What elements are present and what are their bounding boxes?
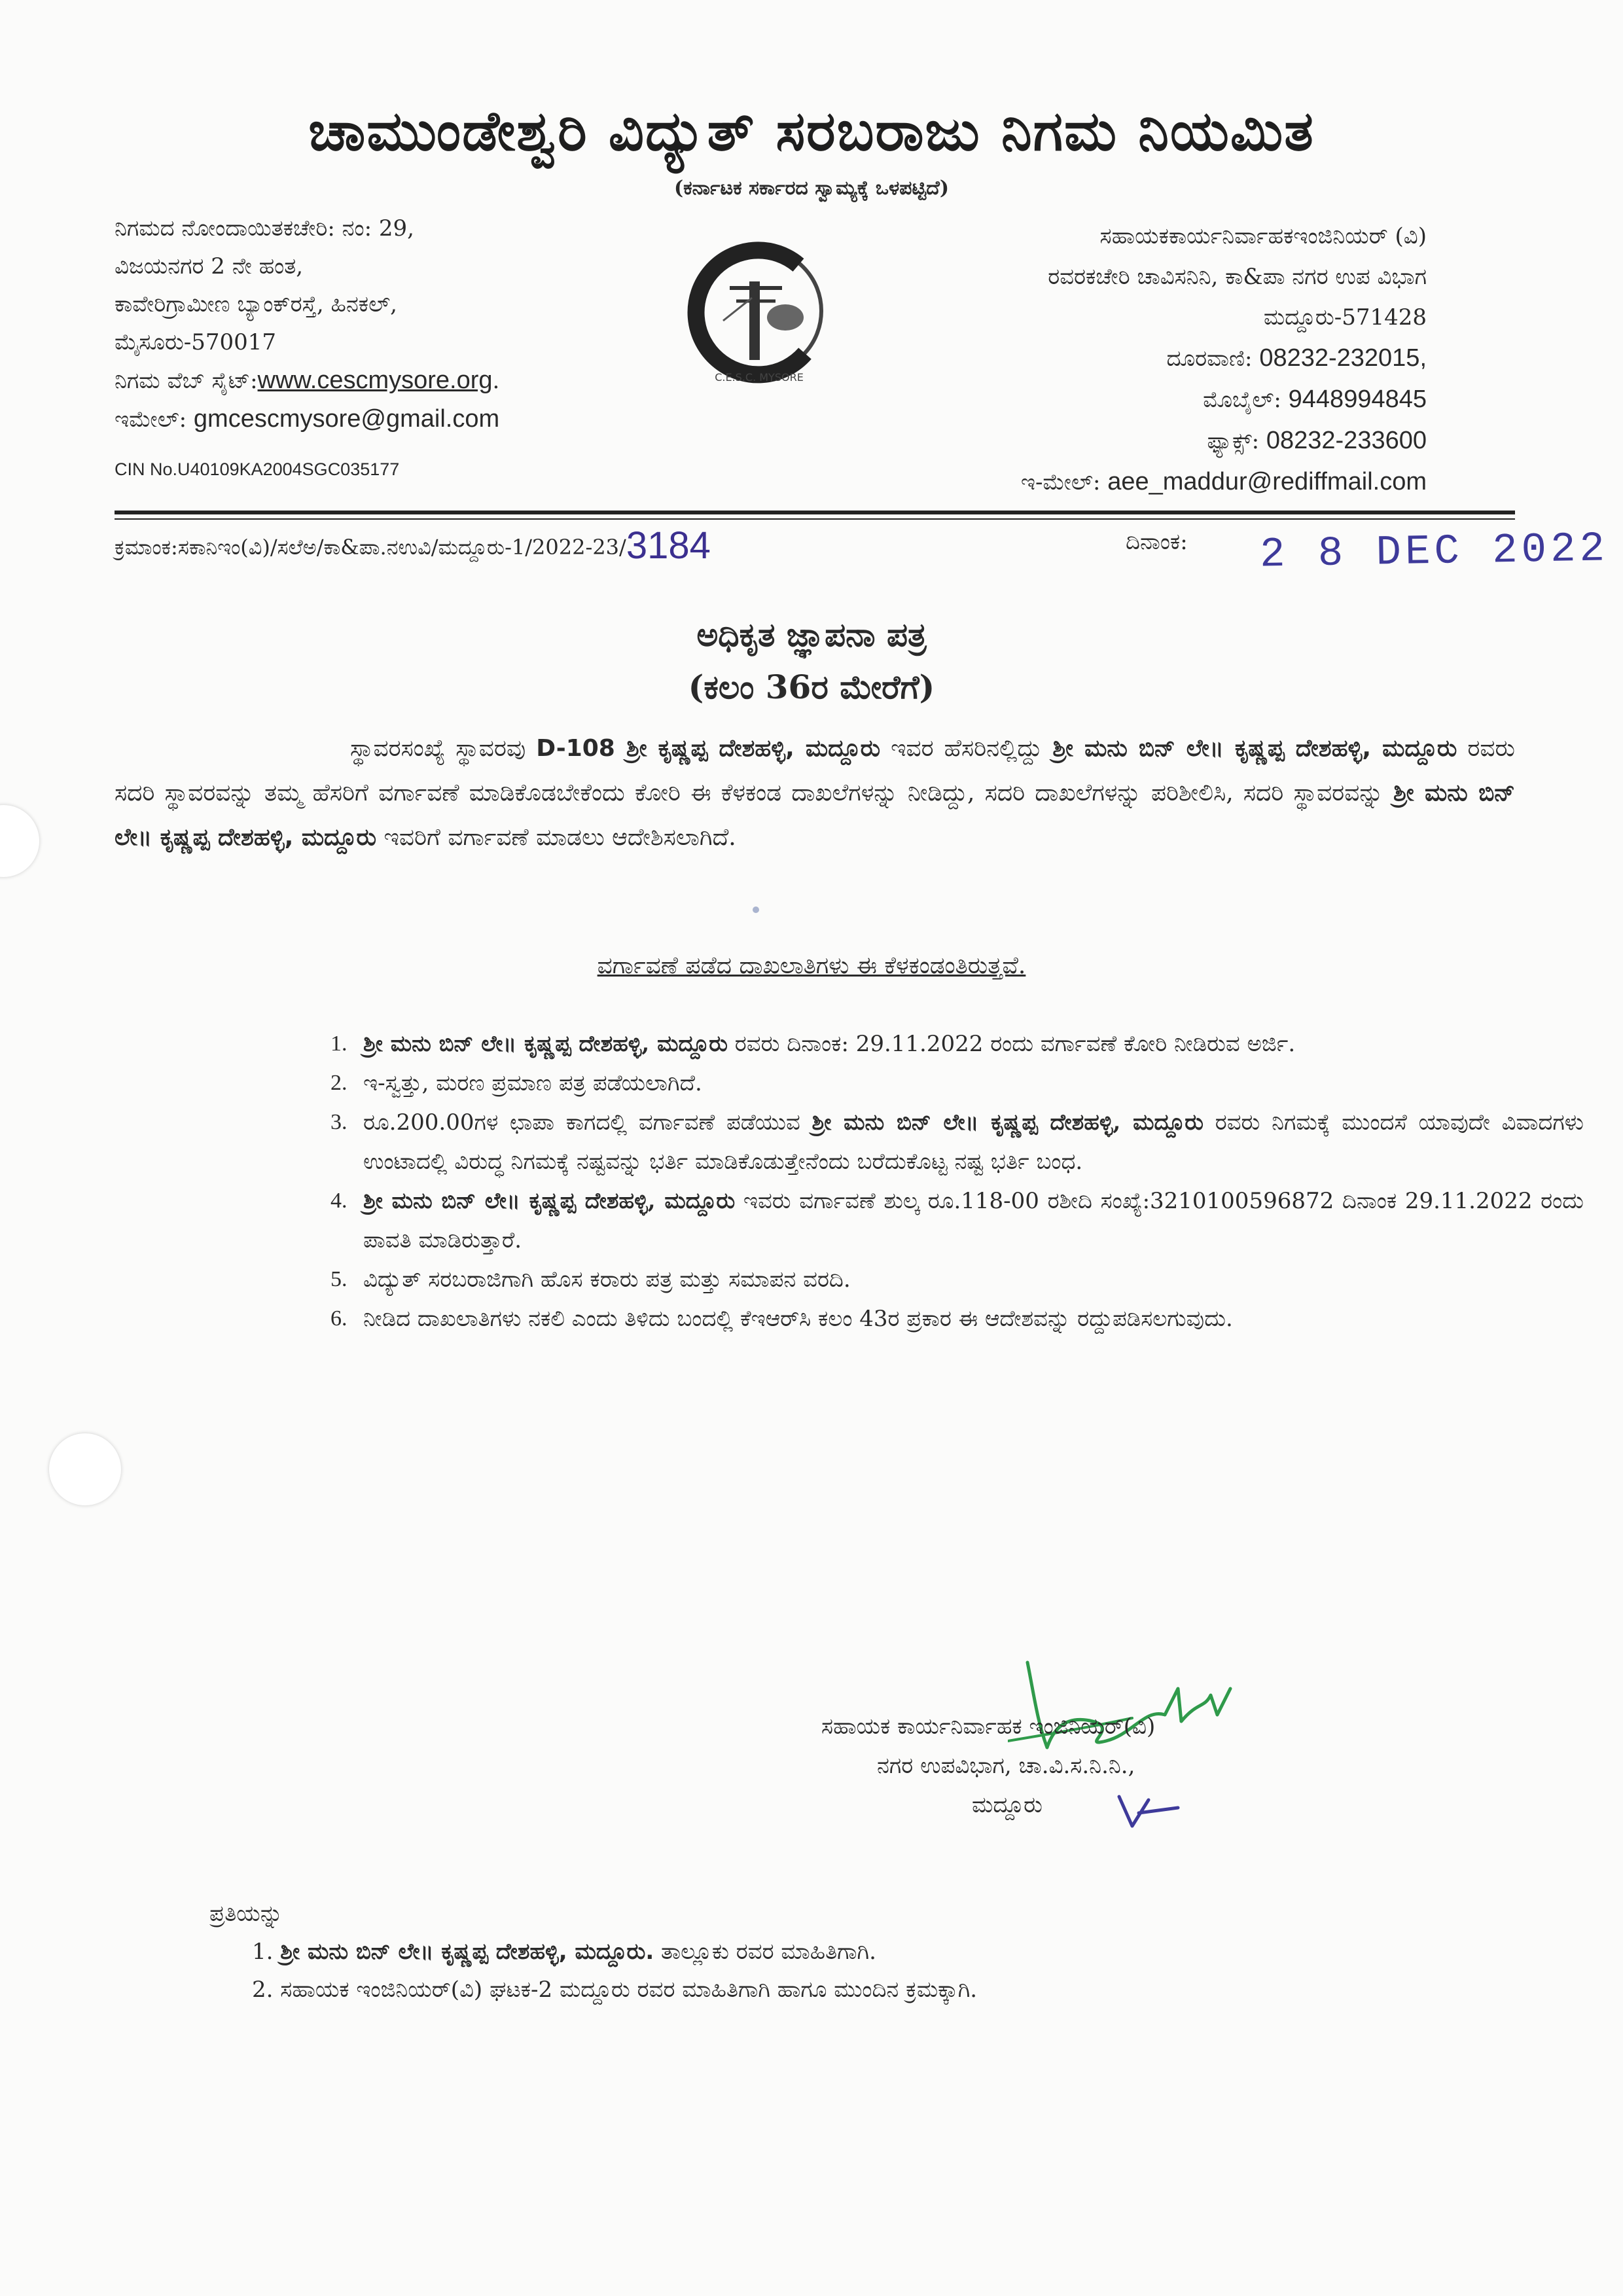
mobile-row <box>1021 379 1427 420</box>
date-stamp: 2 8 DEC 2022 <box>1259 526 1609 579</box>
handwritten-initial <box>1113 1787 1185 1833</box>
org-name: ಚಾಮುಂಡೇಶ್ವರಿ ವಿದ್ಯುತ್ ಸರಬರಾಜು ನಿಗಮ ನಿಯಮಿತ <box>308 98 1315 163</box>
list-item <box>330 1260 1584 1299</box>
item-number: 2. <box>252 1977 274 2003</box>
website-label: ನಿಗಮ ವೆಬ್ ಸೈಟ್: <box>115 368 258 394</box>
memo-subtitle: (ಕಲಂ 36ರ ಮೇರೆಗೆ) <box>688 668 935 706</box>
documents-heading <box>0 952 1623 980</box>
signatory-block <box>821 1707 1155 1825</box>
list-item <box>330 1064 1584 1103</box>
item-text: ಇವರು ವರ್ಗಾವಣೆ ಶುಲ್ಕ ರೂ.118-00 ರಶೀದಿ ಸಂಖ್ಯೆ:3210100596872 ದಿನಾಂಕ 29.11.2022 ರಂದು ಪಾವತಿ ಮಾಡಿರುತ್ತಾರೆ. <box>363 1188 1584 1253</box>
item-number: 6. <box>330 1306 348 1331</box>
item-bold: ಶ್ರೀ ಮನು ಬಿನ್ ಲೇ॥ ಕೃಷ್ಣಪ್ಪ ದೇಶಹಳ್ಳಿ, ಮದ್ದೂರು. <box>280 1939 654 1965</box>
email-link[interactable]: gmcescmysore@gmail.com <box>193 405 500 433</box>
copy-to-block <box>209 1895 977 2009</box>
punch-hole <box>49 1433 121 1505</box>
office-line: ಸಹಾಯಕಕಾರ್ಯನಿರ್ವಾಹಕಇಂಜಿನಿಯರ್ (ವಿ) <box>1099 223 1427 249</box>
item-text: ರವರು ದಿನಾಂಕ: 29.11.2022 ರಂದು ವರ್ಗಾವಣೆ ಕೋರಿ ನೀಡಿರುವ ಅರ್ಜಿ. <box>728 1031 1296 1057</box>
applicant-name: ಶ್ರೀ ಮನು ಬಿನ್ ಲೇ॥ ಕೃಷ್ಣಪ್ಪ ದೇಶಹಳ್ಳಿ, ಮದ್ದೂರು <box>1052 735 1457 762</box>
registered-office-address <box>115 209 499 488</box>
documents-heading-text: ವರ್ಗಾವಣೆ ಪಡೆದ ದಾಖಲಾತಿಗಳು ಈ ಕೆಳಕಂಡಂತಿರುತ್ತವೆ. <box>597 952 1026 979</box>
fax-number: 08232-233600 <box>1266 427 1427 454</box>
item-number: 3. <box>330 1110 348 1134</box>
address-line: ವಿಜಯನಗರ 2 ನೇ ಹಂತ, <box>115 253 304 279</box>
phone-number: 08232-232015, <box>1259 344 1427 372</box>
ink-speck <box>753 906 759 913</box>
signatory-office: ನಗರ ಉಪವಿಭಾಗ, ಚಾ.ವಿ.ಸ.ನಿ.ನಿ., <box>877 1753 1135 1779</box>
memo-body <box>115 726 1515 860</box>
item-text: ವಿದ್ಯುತ್ ಸರಬರಾಜಿಗಾಗಿ ಹೊಸ ಕರಾರು ಪತ್ರ ಮತ್ತು ಸಮಾಪನ ವರದಿ. <box>363 1266 851 1293</box>
office-line: ರವರಕಚೇರಿ ಚಾವಿಸನಿನಿ, ಕಾ&ಪಾ ನಗರ ಉಪ ವಿಭಾಗ <box>1048 264 1427 290</box>
item-text: ಇ-ಸ್ವತ್ತು, ಮರಣ ಪ್ರಮಾಣ ಪತ್ರ ಪಡೆಯಲಾಗಿದೆ. <box>363 1070 702 1096</box>
logo-text: C.E.S.C. MYSORE <box>715 371 804 384</box>
signatory-designation: ಸಹಾಯಕ ಕಾರ್ಯನಿರ್ವಾಹಕ ಇಂಜಿನಿಯರ್(ವಿ) <box>821 1713 1156 1740</box>
office-line: ಮದ್ದೂರು-571428 <box>1263 304 1427 331</box>
reference-text: ಕ್ರಮಾಂಕ:ಸಕಾನಿಇಂ(ವಿ)/ಸಲೆಅ/ಕಾ&ಪಾ.ನಉವಿ/ಮದ್ದೂರು-1/2022-23/ <box>115 535 626 560</box>
cesc-logo <box>684 236 834 386</box>
handwritten-number: 3184 <box>626 524 711 567</box>
website-link[interactable]: www.cescmysore.org <box>257 367 493 394</box>
phone-row <box>1021 338 1427 379</box>
list-item <box>330 1299 1584 1338</box>
item-number: 4. <box>330 1189 348 1213</box>
item-text: ಸಹಾಯಕ ಇಂಜಿನಿಯರ್(ವಿ) ಘಟಕ-2 ಮದ್ದೂರು ರವರ ಮಾಹಿತಿಗಾಗಿ ಹಾಗೂ ಮುಂದಿನ ಕ್ರಮಕ್ಕಾಗಿ. <box>280 1977 978 2003</box>
body-text: ಸ್ಥಾವರಸಂಖ್ಯೆ ಸ್ಥಾವರವು <box>350 735 537 762</box>
copy-to-heading: ಪ್ರತಿಯನ್ನು <box>209 1901 283 1927</box>
body-text: ಇವರ ಹೆಸರಿನಲ್ಲಿದ್ದು <box>880 735 1053 762</box>
reference-number <box>115 524 711 567</box>
office-email-label: ಇ-ಮೇಲ್: <box>1020 469 1101 495</box>
body-text: ರವರು ಸದರಿ ಸ್ಥಾವರವನ್ನು ತಮ್ಮ ಹೆಸರಿಗೆ ವರ್ಗಾವಣೆ ಮಾಡಿಕೊಡಬೇಕೆಂದು ಕೋರಿ ಈ ಕೆಳಕಂಡ ದಾಖಲೆಗಳನ್ನು ನೀಡಿದ್ದು, ಸದರಿ ದಾಖಲೆಗಳನ್ನು ಪರಿಶೀಲಿಸಿ, ಸದರಿ ಸ್ಥಾವರವನ್ನು <box>115 735 1516 806</box>
fax-row <box>1021 420 1427 461</box>
item-number: 2. <box>330 1071 348 1095</box>
item-bold: ಶ್ರೀ ಮನು ಬಿನ್ ಲೇ॥ ಕೃಷ್ಣಪ್ಪ ದೇಶಹಳ್ಳಿ, ಮದ್ದೂರು <box>812 1109 1204 1136</box>
item-text: ರವರು ನಿಗಮಕ್ಕೆ ಮುಂದಸೆ ಯಾವುದೇ ವಿವಾದಗಳು ಉಂಟಾದಲ್ಲಿ ವಿರುದ್ಧ ನಿಗಮಕ್ಕೆ ನಷ್ಟವನ್ನು ಭರ್ತಿ ಮಾಡಿಕೊಡುತ್ತೇನೆಂದು ಬರೆದುಕೊಟ್ಟ ನಷ್ಟ ಭರ್ತಿ ಬಂಧ. <box>363 1109 1584 1175</box>
item-number: 5. <box>330 1267 348 1291</box>
item-bold: ಶ್ರೀ ಮನು ಬಿನ್ ಲೇ॥ ಕೃಷ್ಣಪ್ಪ ದೇಶಹಳ್ಳಿ, ಮದ್ದೂರು <box>363 1031 728 1057</box>
address-line: ನಿಗಮದ ನೋಂದಾಯಿತಕಚೇರಿ: ನಂ: 29, <box>115 215 414 242</box>
header-divider-thin <box>115 518 1515 520</box>
item-number: 1. <box>252 1939 274 1965</box>
list-item <box>209 1971 977 2009</box>
sub-division-office-address <box>1021 216 1427 503</box>
office-email-row <box>1021 461 1427 503</box>
list-item <box>330 1103 1584 1181</box>
owner-name: ಶ್ರೀ ಕೃಷ್ಣಪ್ಪ ದೇಶಹಳ್ಳಿ, ಮದ್ದೂರು <box>615 735 881 762</box>
punch-hole <box>0 805 39 877</box>
email-row <box>115 400 499 439</box>
plant-number: D-108 <box>536 735 615 762</box>
item-text: ರೂ.200.00ಗಳ ಛಾಪಾ ಕಾಗದಲ್ಲಿ ವರ್ಗಾವಣೆ ಪಡೆಯುವ <box>363 1109 812 1136</box>
applicant-name: ಶ್ರೀ ಮನು ಬಿನ್ ಲೇ॥ ಕೃಷ್ಣಪ್ಪ ದೇಶಹಳ್ಳಿ, ಮದ್ದೂರು <box>115 780 1515 851</box>
item-number: 1. <box>330 1031 348 1056</box>
date-label: ದಿನಾಂಕ: <box>1126 529 1188 555</box>
header-divider <box>115 511 1515 514</box>
address-line: ಮೈಸೂರು-570017 <box>115 329 277 355</box>
body-text: ಇವರಿಗೆ ವರ್ಗಾವಣೆ ಮಾಡಲು ಆದೇಶಿಸಲಾಗಿದೆ. <box>376 824 736 851</box>
address-line: ಕಾವೇರಿಗ್ರಾಮೀಣ ಬ್ಯಾಂಕ್‌ರಸ್ತೆ, ಹಿನಕಲ್, <box>115 291 397 317</box>
documents-list <box>330 1024 1584 1338</box>
list-item <box>330 1181 1584 1260</box>
website-row: ನಿಗಮ ವೆಬ್ ಸೈಟ್:www.cescmysore.org. <box>115 367 500 394</box>
mobile-label: ಮೊಬೈಲ್: <box>1203 387 1281 413</box>
email-label: ಇಮೇಲ್: <box>115 406 187 433</box>
list-item <box>209 1933 977 1971</box>
mobile-number: 9448994845 <box>1288 386 1427 413</box>
fax-label: ಫ್ಯಾಕ್ಸ್: <box>1207 428 1260 454</box>
office-email-link[interactable]: aee_maddur@rediffmail.com <box>1107 468 1427 495</box>
memo-title: ಅಧಿಕೃತ ಜ್ಞಾಪನಾ ಪತ್ರ <box>696 615 927 654</box>
org-subtitle: (ಕರ್ನಾಟಕ ಸರ್ಕಾರದ ಸ್ವಾಮ್ಯಕ್ಕೆ ಒಳಪಟ್ಟಿದೆ) <box>673 177 950 200</box>
cin-number: CIN No.U40109KA2004SGC035177 <box>115 459 400 479</box>
phone-label: ದೂರವಾಣಿ: <box>1166 346 1253 372</box>
list-item <box>330 1024 1584 1064</box>
signatory-place: ಮದ್ದೂರು <box>972 1792 1043 1818</box>
item-text: ನೀಡಿದ ದಾಖಲಾತಿಗಳು ನಕಲಿ ಎಂದು ತಿಳಿದು ಬಂದಲ್ಲಿ ಕೆಇಆರ್‌ಸಿ ಕಲಂ 43ರ ಪ್ರಕಾರ ಈ ಆದೇಶವನ್ನು ರದ್ದುಪಡಿಸಲಗುವುದು. <box>363 1306 1233 1332</box>
item-bold: ಶ್ರೀ ಮನು ಬಿನ್ ಲೇ॥ ಕೃಷ್ಣಪ್ಪ ದೇಶಹಳ್ಳಿ, ಮದ್ದೂರು <box>363 1188 736 1214</box>
item-text: ತಾಲ್ಲೂಕು ರವರ ಮಾಹಿತಿಗಾಗಿ. <box>654 1939 876 1965</box>
